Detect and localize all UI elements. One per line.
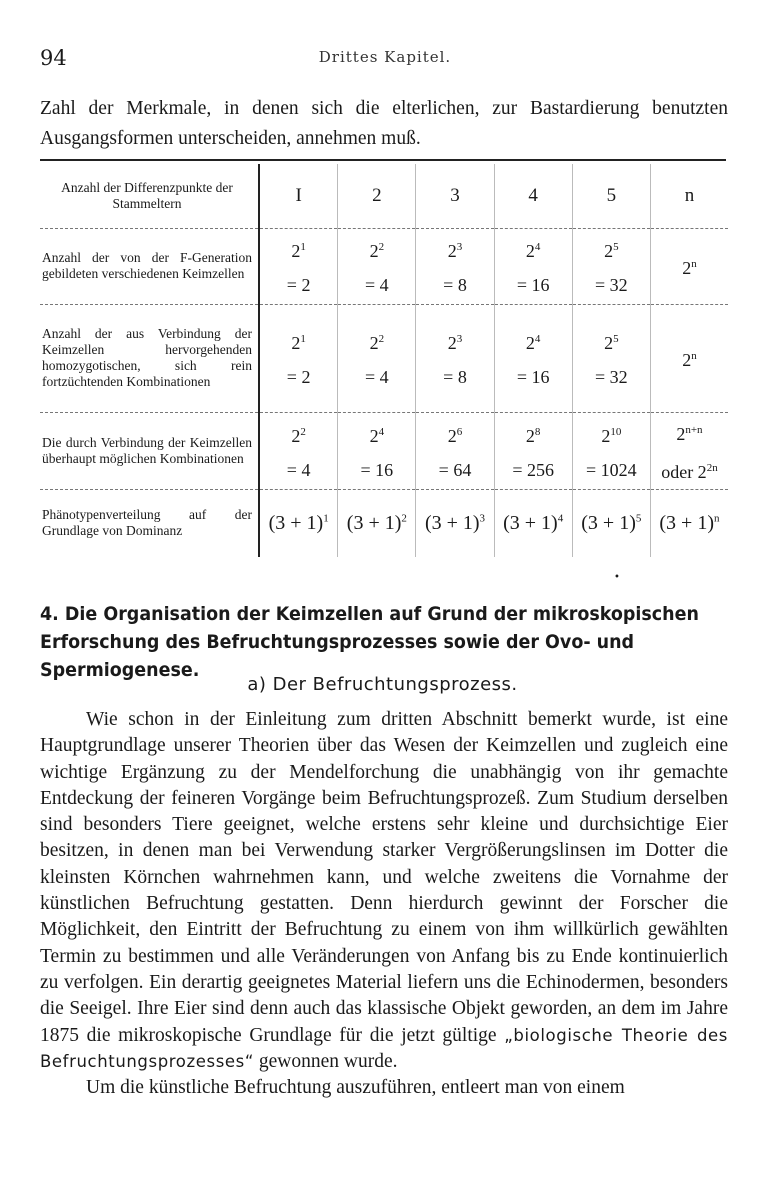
table-cell: $2^8$ = 256 [494, 412, 572, 489]
column-header: I [259, 164, 338, 228]
table-cell: $(3 + 1)^1$ [259, 489, 338, 557]
row-label: Die durch Verbindung der Keimzellen überhaupt möglichen Kombinationen [40, 412, 259, 489]
row-label: Anzahl der aus Verbindung der Keimzellen hervorgehenden homozygotischen, sich rein fortzüchtenden Kombinationen [40, 304, 259, 412]
table-cell: $2^5$ = 32 [572, 304, 650, 412]
row-label: Anzahl der Differenzpunkte der Stammeltern [40, 164, 259, 228]
table-row [40, 164, 728, 228]
table-cell: $(3 + 1)^3$ [416, 489, 494, 557]
column-header: 5 [572, 164, 650, 228]
table-cell: $2^4$ = 16 [338, 412, 416, 489]
print-speck: • [614, 572, 620, 583]
spaced-emphasis: „biologische Theorie des Befruchtungsprozesses“ [40, 1025, 728, 1071]
body-text [40, 707, 728, 1101]
table-cell: $2^1$ = 2 [259, 304, 338, 412]
table-cell: $(3 + 1)^2$ [338, 489, 416, 557]
column-header: 4 [494, 164, 572, 228]
column-header: n [650, 164, 728, 228]
table-cell: $2^1$ = 2 [259, 228, 338, 304]
page-header [40, 46, 730, 74]
table-cell: $2^{n+n}$ oder $2^{2n}$ [650, 412, 728, 489]
table-row [40, 304, 728, 412]
table-row [40, 228, 728, 304]
table-cell: $2^3$ = 8 [416, 304, 494, 412]
table-cell: $2^4$ = 16 [494, 304, 572, 412]
subsection-heading: a) Der Befruchtungsprozess. [247, 674, 518, 695]
intro-paragraph: Zahl der Merkmale, in denen sich die elterlichen, zur Bastardierung benutzten Ausgangsformen unterscheiden, annehmen muß. [40, 98, 728, 149]
table-cell: $2^2$ = 4 [259, 412, 338, 489]
table-cell: $(3 + 1)^4$ [494, 489, 572, 557]
column-header: 2 [338, 164, 416, 228]
paragraph: Um die künstliche Befruchtung auszuführen, entleert man von einem [86, 1077, 625, 1099]
table-cell: $2^5$ = 32 [572, 228, 650, 304]
table-cell: $2^{10}$ = 1024 [572, 412, 650, 489]
table-cell: $2^2$ = 4 [338, 228, 416, 304]
genetics-table [40, 164, 728, 557]
row-label: Anzahl der von der F-Generation gebildeten verschiedenen Keimzellen [40, 228, 259, 304]
table-top-rule [40, 159, 726, 161]
table-cell: $2^3$ = 8 [416, 228, 494, 304]
page-number: 94 [40, 46, 67, 70]
table-cell: $(3 + 1)^5$ [572, 489, 650, 557]
column-header: 3 [416, 164, 494, 228]
table-row [40, 489, 728, 557]
table-cell: $2^6$ = 64 [416, 412, 494, 489]
table-cell: $2^4$ = 16 [494, 228, 572, 304]
table-row [40, 412, 728, 489]
table-cell: $(3 + 1)^n$ [659, 511, 720, 534]
row-label: Phänotypenverteilung auf der Grundlage von Dominanz [40, 489, 259, 557]
paragraph: Wie schon in der Einleitung zum dritten Abschnitt bemerkt wurde, ist eine Hauptgrundlage unserer Theorien über das Wesen der Keimzellen und zugleich eine wichtige Ergänzung zu der Mendelforchung die unabhängig von ihr gemachte Entdeckung der feineren Vorgänge beim Befruchtungsprozeß. Zum Studium derselben sind besonders Tiere geeignet, welche erstens sehr kleine und durchsichtige Eier besitzen, in denen man bei Verwendung starker Vergrößerungslinsen im Dotter die kleinsten Körnchen wahrnehmen kann, und welche zweitens die Vornahme der künstlichen Befruchtung gestatten. Denn hierdurch gewinnt der Forscher die Möglichkeit, den Eintritt der Befruchtung zu einem von ihm willkürlich gewählten Termin zu bestimmen und alle Veränderungen von Anfang bis zu Ende kontinuierlich zu verfolgen. Ein derartig geeignetes Material liefern uns die Echinodermen, besonders die Seeigel. Ihre Eier sind denn auch das klassische Objekt geworden, an dem im Jahre 1875 die mikroskopische Grundlage für die jetzt gültige „biologische Theorie des Befruchtungsprozesses“ gewonnen wurde. [40, 709, 728, 1072]
table-cell: $2^2$ = 4 [338, 304, 416, 412]
section-heading: 4. Die Organisation der Keimzellen auf Grund der mikroskopischen Erforschung des Befruchtungsprozesses sowie der Ovo- und Spermiogenese. [40, 603, 699, 681]
table-cell: 2$^n$ [650, 228, 728, 304]
running-head: Drittes Kapitel. [318, 48, 452, 66]
table-cell: 2$^n$ [650, 304, 728, 412]
